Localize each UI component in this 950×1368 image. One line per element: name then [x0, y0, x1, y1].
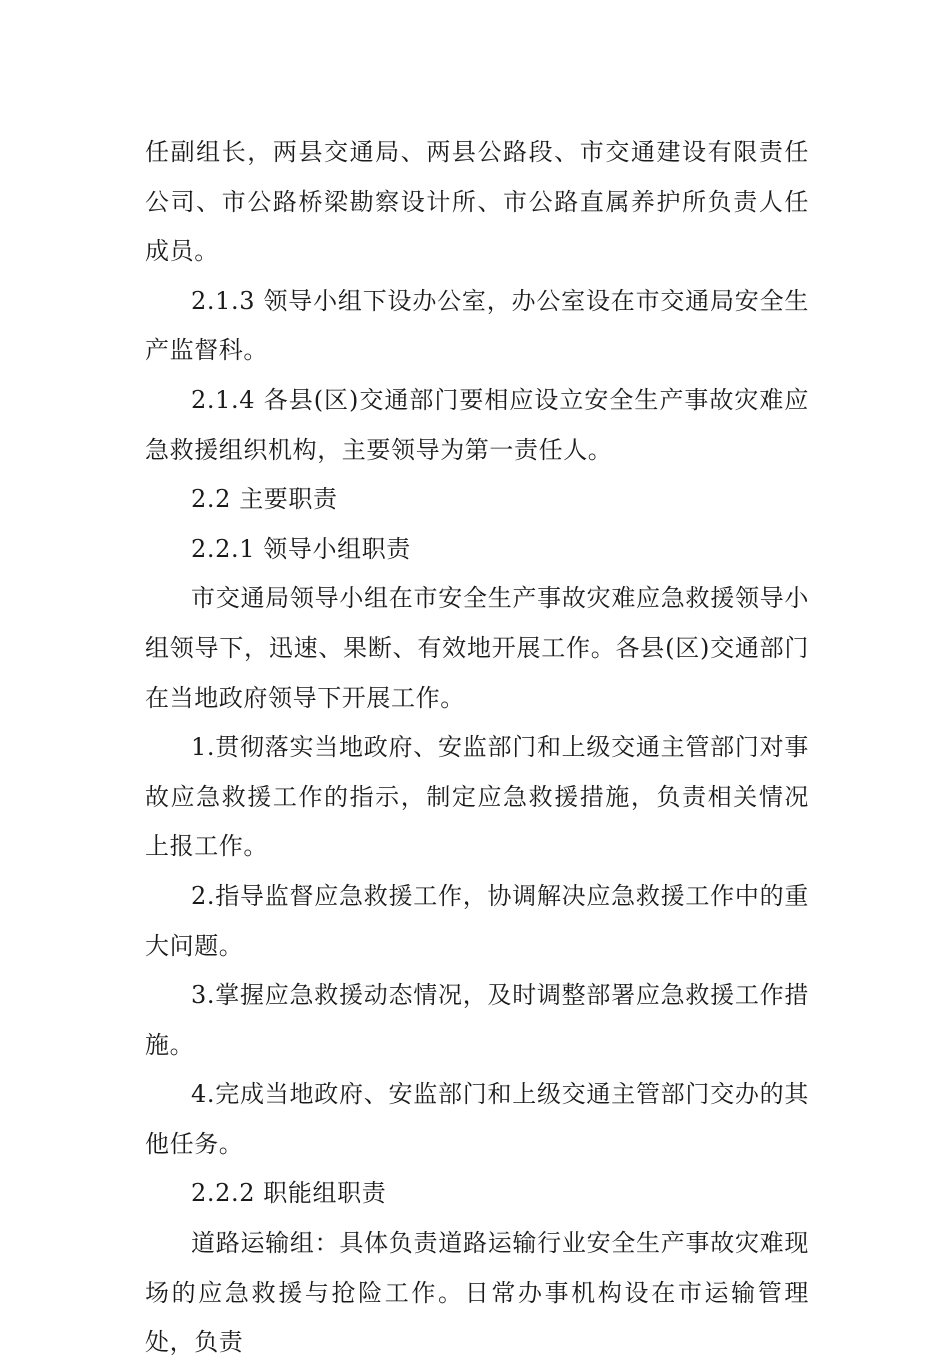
- heading-2-2: 2.2 主要职责: [191, 485, 338, 514]
- paragraph-road-transport-group: 道路运输组：具体负责道路运输行业安全生产事故灾难现场的应急救援与抢险工作。日常办事机构设在市运输管理处，负责: [145, 1229, 809, 1357]
- document-body: [145, 128, 809, 1368]
- list-item-3: 3.掌握应急救援动态情况，及时调整部署应急救援工作措施。: [145, 981, 809, 1059]
- paragraph-2-1-4: 2.1.4 各县(区)交通部门要相应设立安全生产事故灾难应急救援组织机构，主要领导为第一责任人。: [145, 385, 809, 464]
- heading-2-2-2: 2.2.2 职能组职责: [191, 1179, 387, 1208]
- heading-2-2-1: 2.2.1 领导小组职责: [191, 534, 411, 563]
- list-item-2: 2.指导监督应急救援工作，协调解决应急救援工作中的重大问题。: [145, 881, 809, 960]
- paragraph-2-1-3: 2.1.3 领导小组下设办公室，办公室设在市交通局安全生产监督科。: [145, 286, 809, 365]
- paragraph-leadership-group: 市交通局领导小组在市安全生产事故灾难应急救援领导小组领导下，迅速、果断、有效地开展工作。各县(区)交通部门在当地政府领导下开展工作。: [145, 584, 809, 712]
- list-item-4: 4.完成当地政府、安监部门和上级交通主管部门交办的其他任务。: [145, 1080, 809, 1158]
- list-item-1: 1.贯彻落实当地政府、安监部门和上级交通主管部门对事故应急救援工作的指示，制定应急救援措施，负责相关情况上报工作。: [145, 733, 809, 861]
- paragraph-vice-leader-members: 任副组长，两县交通局、两县公路段、市交通建设有限责任公司、市公路桥梁勘察设计所、市公路直属养护所负责人任成员。: [145, 138, 809, 266]
